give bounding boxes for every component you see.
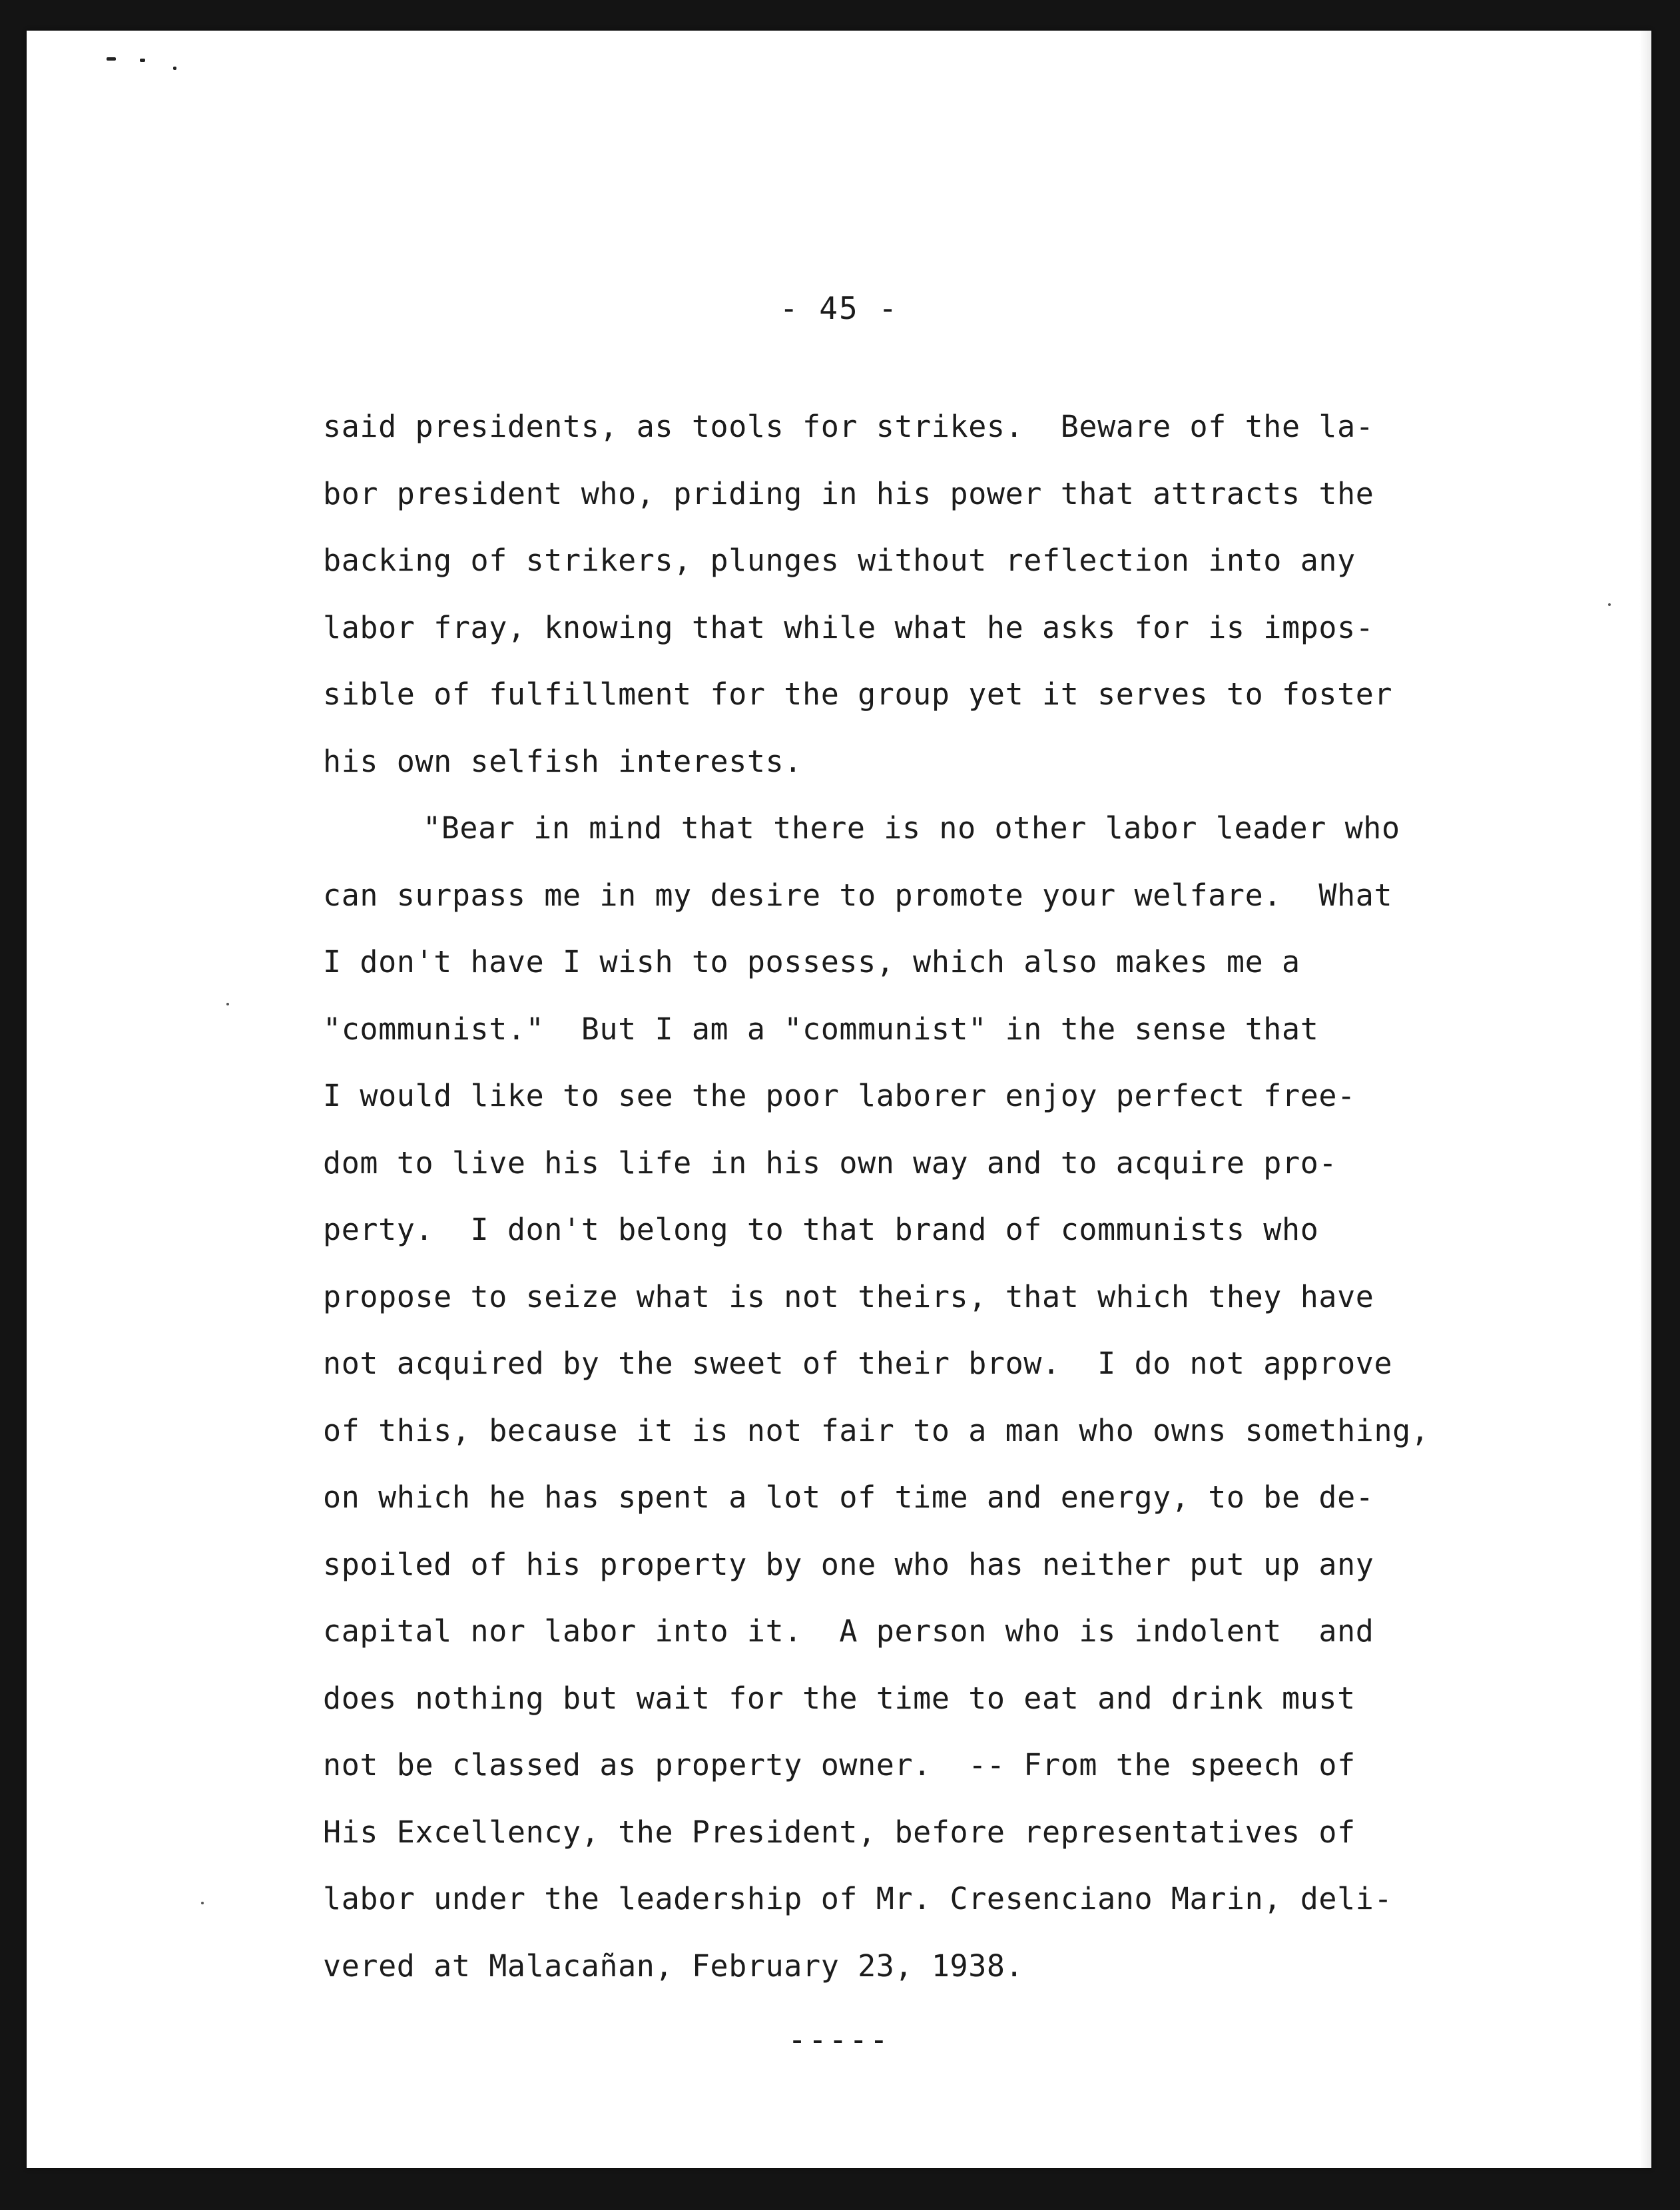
text-line: does nothing but wait for the time to eat and drink must (323, 1680, 1356, 1716)
scan-artifacts (107, 57, 506, 77)
text-line: "communist." But I am a "communist" in the sense that (323, 1011, 1319, 1047)
text-line: His Excellency, the President, before representatives of (323, 1814, 1356, 1850)
text-line: labor fray, knowing that while what he asks for is impos- (323, 609, 1374, 645)
text-line: not be classed as property owner. -- From the speech of (323, 1747, 1356, 1783)
text-line: "Bear in mind that there is no other labor leader who (423, 810, 1400, 846)
document-page (27, 31, 1651, 2168)
scan-speck (201, 1902, 204, 1904)
scan-speck (1608, 603, 1611, 606)
text-line: bor president who, priding in his power that attracts the (323, 475, 1374, 511)
text-line: vered at Malacañan, February 23, 1938. (323, 1948, 1024, 1984)
page-edge-shadow (1639, 31, 1651, 2168)
text-line: I don't have I wish to possess, which also makes me a (323, 944, 1300, 979)
text-line: sible of fulfillment for the group yet it serves to foster (323, 677, 1393, 712)
text-line: spoiled of his property by one who has neither put up any (323, 1546, 1374, 1582)
text-line: his own selfish interests. (323, 743, 802, 779)
text-line: on which he has spent a lot of time and energy, to be de- (323, 1480, 1374, 1515)
text-line: propose to seize what is not theirs, that which they have (323, 1278, 1374, 1314)
text-line: labor under the leadership of Mr. Cresenciano Marin, deli- (323, 1881, 1393, 1916)
text-line: said presidents, as tools for strikes. Beware of the la- (323, 409, 1374, 444)
text-line: dom to live his life in his own way and to acquire pro- (323, 1145, 1338, 1181)
document-body (323, 394, 1615, 2000)
text-line: perty. I don't belong to that brand of communists who (323, 1212, 1319, 1247)
text-line: of this, because it is not fair to a man who owns something, (323, 1412, 1430, 1448)
text-line: can surpass me in my desire to promote your welfare. What (323, 877, 1393, 913)
text-line: backing of strikers, plunges without reflection into any (323, 543, 1356, 578)
text-line: I would like to see the poor laborer enjoy perfect free- (323, 1078, 1356, 1113)
end-of-section-rule: ----- (788, 2022, 890, 2058)
page-number: - 45 - (779, 290, 899, 326)
text-line: capital nor labor into it. A person who is indolent and (323, 1613, 1374, 1649)
text-line: not acquired by the sweet of their brow. I do not approve (323, 1346, 1393, 1381)
scan-speck (226, 1003, 229, 1005)
